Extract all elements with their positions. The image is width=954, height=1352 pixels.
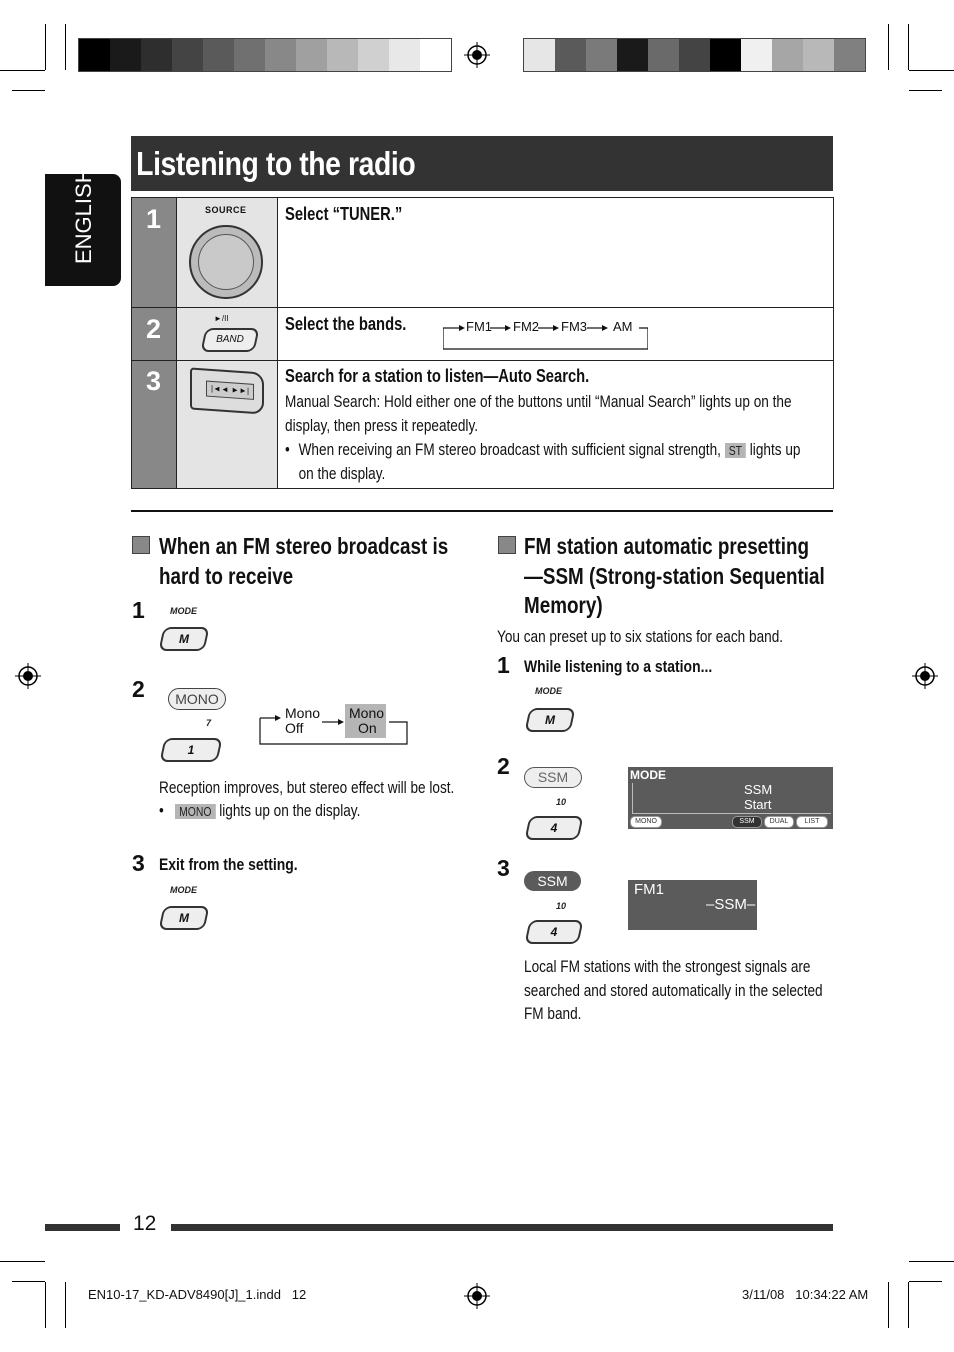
ssm-progress-display [628,880,757,930]
band-fm3: FM3 [561,319,587,334]
page-rule-left [45,1224,120,1231]
color-bar-left [78,38,452,72]
crop-mark [908,24,909,70]
band-am: AM [613,319,633,334]
right-step1-label: While listening to a station... [524,657,713,676]
right-section-heading-line1: FM station automatic presetting [524,533,810,559]
registration-mark-top [464,42,490,68]
stereo-bullet: • When receiving an FM stereo broadcast with sufficient signal strength, ST lights up on the display. [285,440,801,483]
source-label: SOURCE [205,205,247,215]
color-swatch [79,39,110,71]
preset-4-button[interactable] [524,920,583,944]
right-intro-text: You can preset up to six stations for each band. [497,627,784,646]
color-swatch [265,39,296,71]
display-line2: Start [744,797,772,812]
footer-date: 3/11/08 10:34:22 AM [742,1287,869,1302]
mono-bullet-text: lights up on the display. [219,801,361,820]
color-swatch [172,39,203,71]
page-number: 12 [133,1212,157,1235]
step-number: 2 [146,314,162,344]
play-pause-icon: ►/II [214,314,229,323]
section-marker [498,536,516,554]
row-divider [132,307,833,308]
color-swatch [679,39,710,71]
color-swatch [110,39,141,71]
display-tag-mono: MONO [630,816,662,828]
step-number: 1 [146,204,162,234]
crop-mark [45,24,46,70]
color-bar-right [523,38,866,72]
preset-key-number: 7 [206,718,212,728]
title-bar [131,136,833,191]
registration-mark-left [15,663,41,689]
band-fm2: FM2 [513,319,539,334]
registration-mark-right [912,663,938,689]
crop-mark [0,70,45,71]
stereo-bullet-text-a: When receiving an FM stereo broadcast with sufficient signal strength, [298,440,721,459]
preset-key-number: 10 [556,901,567,911]
page-title: Listening to the radio [136,145,416,182]
left-section-heading-line2: hard to receive [159,563,294,589]
crop-mark [908,1282,909,1328]
display-frame [632,783,831,814]
step-number: 3 [146,366,162,396]
mono-pill: MONO [168,688,226,710]
mode-button-label: M [179,911,189,925]
left-result-text: Reception improves, but stereo effect will be lost. [159,778,455,797]
crop-mark [909,1281,942,1282]
color-swatch [141,39,172,71]
mode-label: MODE [170,885,197,895]
color-swatch [524,39,555,71]
crop-mark [12,1281,45,1282]
band-button[interactable] [200,328,259,352]
language-tab [45,167,121,286]
mono-off-line2: Off [285,720,304,736]
crop-mark [909,90,942,91]
display-mode-label: MODE [630,768,666,782]
manual-search-text: Manual Search: Hold either one of the buttons until “Manual Search” lights up on the display, then press it repeatedly. [285,392,792,435]
display-tag-ssm: SSM [732,816,762,828]
color-swatch [358,39,389,71]
ssm-pill: SSM [524,767,582,788]
page-rule-right [171,1224,833,1231]
mono-toggle-loop [259,704,409,746]
color-swatch [555,39,586,71]
preset-1-button-label: 1 [187,743,195,757]
color-swatch [586,39,617,71]
display-ssm: –SSM– [706,896,756,913]
crop-mark [45,1282,46,1328]
section-marker [132,536,150,554]
mode-button-label: M [545,713,555,727]
color-swatch [803,39,834,71]
crop-mark [888,1282,889,1328]
preset-4-button-label: 4 [550,925,558,939]
crop-mark [888,24,889,70]
source-knob-icon[interactable] [189,225,263,299]
step-heading: Select “TUNER.” [285,204,403,224]
mode-button[interactable] [524,708,575,732]
seek-buttons-icon[interactable]: |◄◄ ►►| [190,367,264,414]
mono-on-line1: Mono [349,705,385,721]
mode-label: MODE [170,606,197,616]
crop-mark [65,1282,66,1328]
mode-button-label: M [179,632,189,646]
st-indicator: ST [725,443,746,458]
ssm-start-display [628,767,833,829]
color-swatch [648,39,679,71]
mono-indicator: MONO [175,804,215,819]
left-step3-label: Exit from the setting. [159,855,298,874]
display-line1: SSM [744,782,773,797]
band-fm1: FM1 [466,319,492,334]
color-swatch [296,39,327,71]
section-divider [131,510,833,512]
color-swatch [710,39,741,71]
mono-off-line1: Mono [285,705,321,721]
left-step3-number: 3 [132,850,145,876]
crop-mark [65,24,66,70]
mode-label: MODE [535,686,562,696]
display-tag-dual: DUAL [764,816,794,828]
ssm-pill-active: SSM [524,871,581,891]
right-step1-number: 1 [497,652,510,678]
mono-toggle-diagram [259,704,409,746]
crop-mark [909,1261,954,1262]
right-section-heading-line2: —SSM (Strong-station Sequential [524,563,825,589]
steps-table [131,197,834,489]
crop-mark [0,1261,45,1262]
display-band: FM1 [634,881,664,898]
step-heading: Select the bands. [285,314,407,334]
mode-button[interactable] [158,627,209,651]
footer-file: EN10-17_KD-ADV8490[J]_1.indd 12 [88,1287,307,1302]
preset-4-button-label: 4 [550,821,558,835]
left-section-heading-line1: When an FM stereo broadcast is [159,533,449,559]
left-step1-number: 1 [132,597,145,623]
right-section-heading-line3: Memory) [524,592,603,618]
color-swatch [327,39,358,71]
color-swatch [234,39,265,71]
crop-mark [909,70,954,71]
preset-key-number: 10 [556,797,567,807]
preset-4-button[interactable] [524,816,583,840]
band-button-label: BAND [216,334,244,345]
stereo-bullet-text-b: lights up on the display. [298,440,801,483]
color-swatch [772,39,803,71]
color-swatch [203,39,234,71]
color-swatch [741,39,772,71]
band-cycle-diagram [443,316,648,350]
color-swatch [389,39,420,71]
color-swatch [420,39,451,71]
crop-mark [12,90,45,91]
mono-bullet: • MONO lights up on the display. [159,801,361,820]
preset-1-button[interactable] [159,738,222,762]
mono-on-line2: On [358,720,377,736]
right-step3-number: 3 [497,855,510,881]
step-heading: Search for a station to listen—Auto Search. [285,366,590,386]
row-divider [132,360,833,361]
right-step2-number: 2 [497,753,510,779]
language-tab-label: ENGLISH [71,167,96,264]
left-step2-number: 2 [132,676,145,702]
color-swatch [617,39,648,71]
display-tag-list: LIST [796,816,828,828]
mode-button[interactable] [158,906,209,930]
color-swatch [834,39,865,71]
right-result-text: Local FM stations with the strongest signals are searched and stored automatically in the selected FM band. [524,957,823,1023]
registration-mark-bottom [464,1283,490,1309]
